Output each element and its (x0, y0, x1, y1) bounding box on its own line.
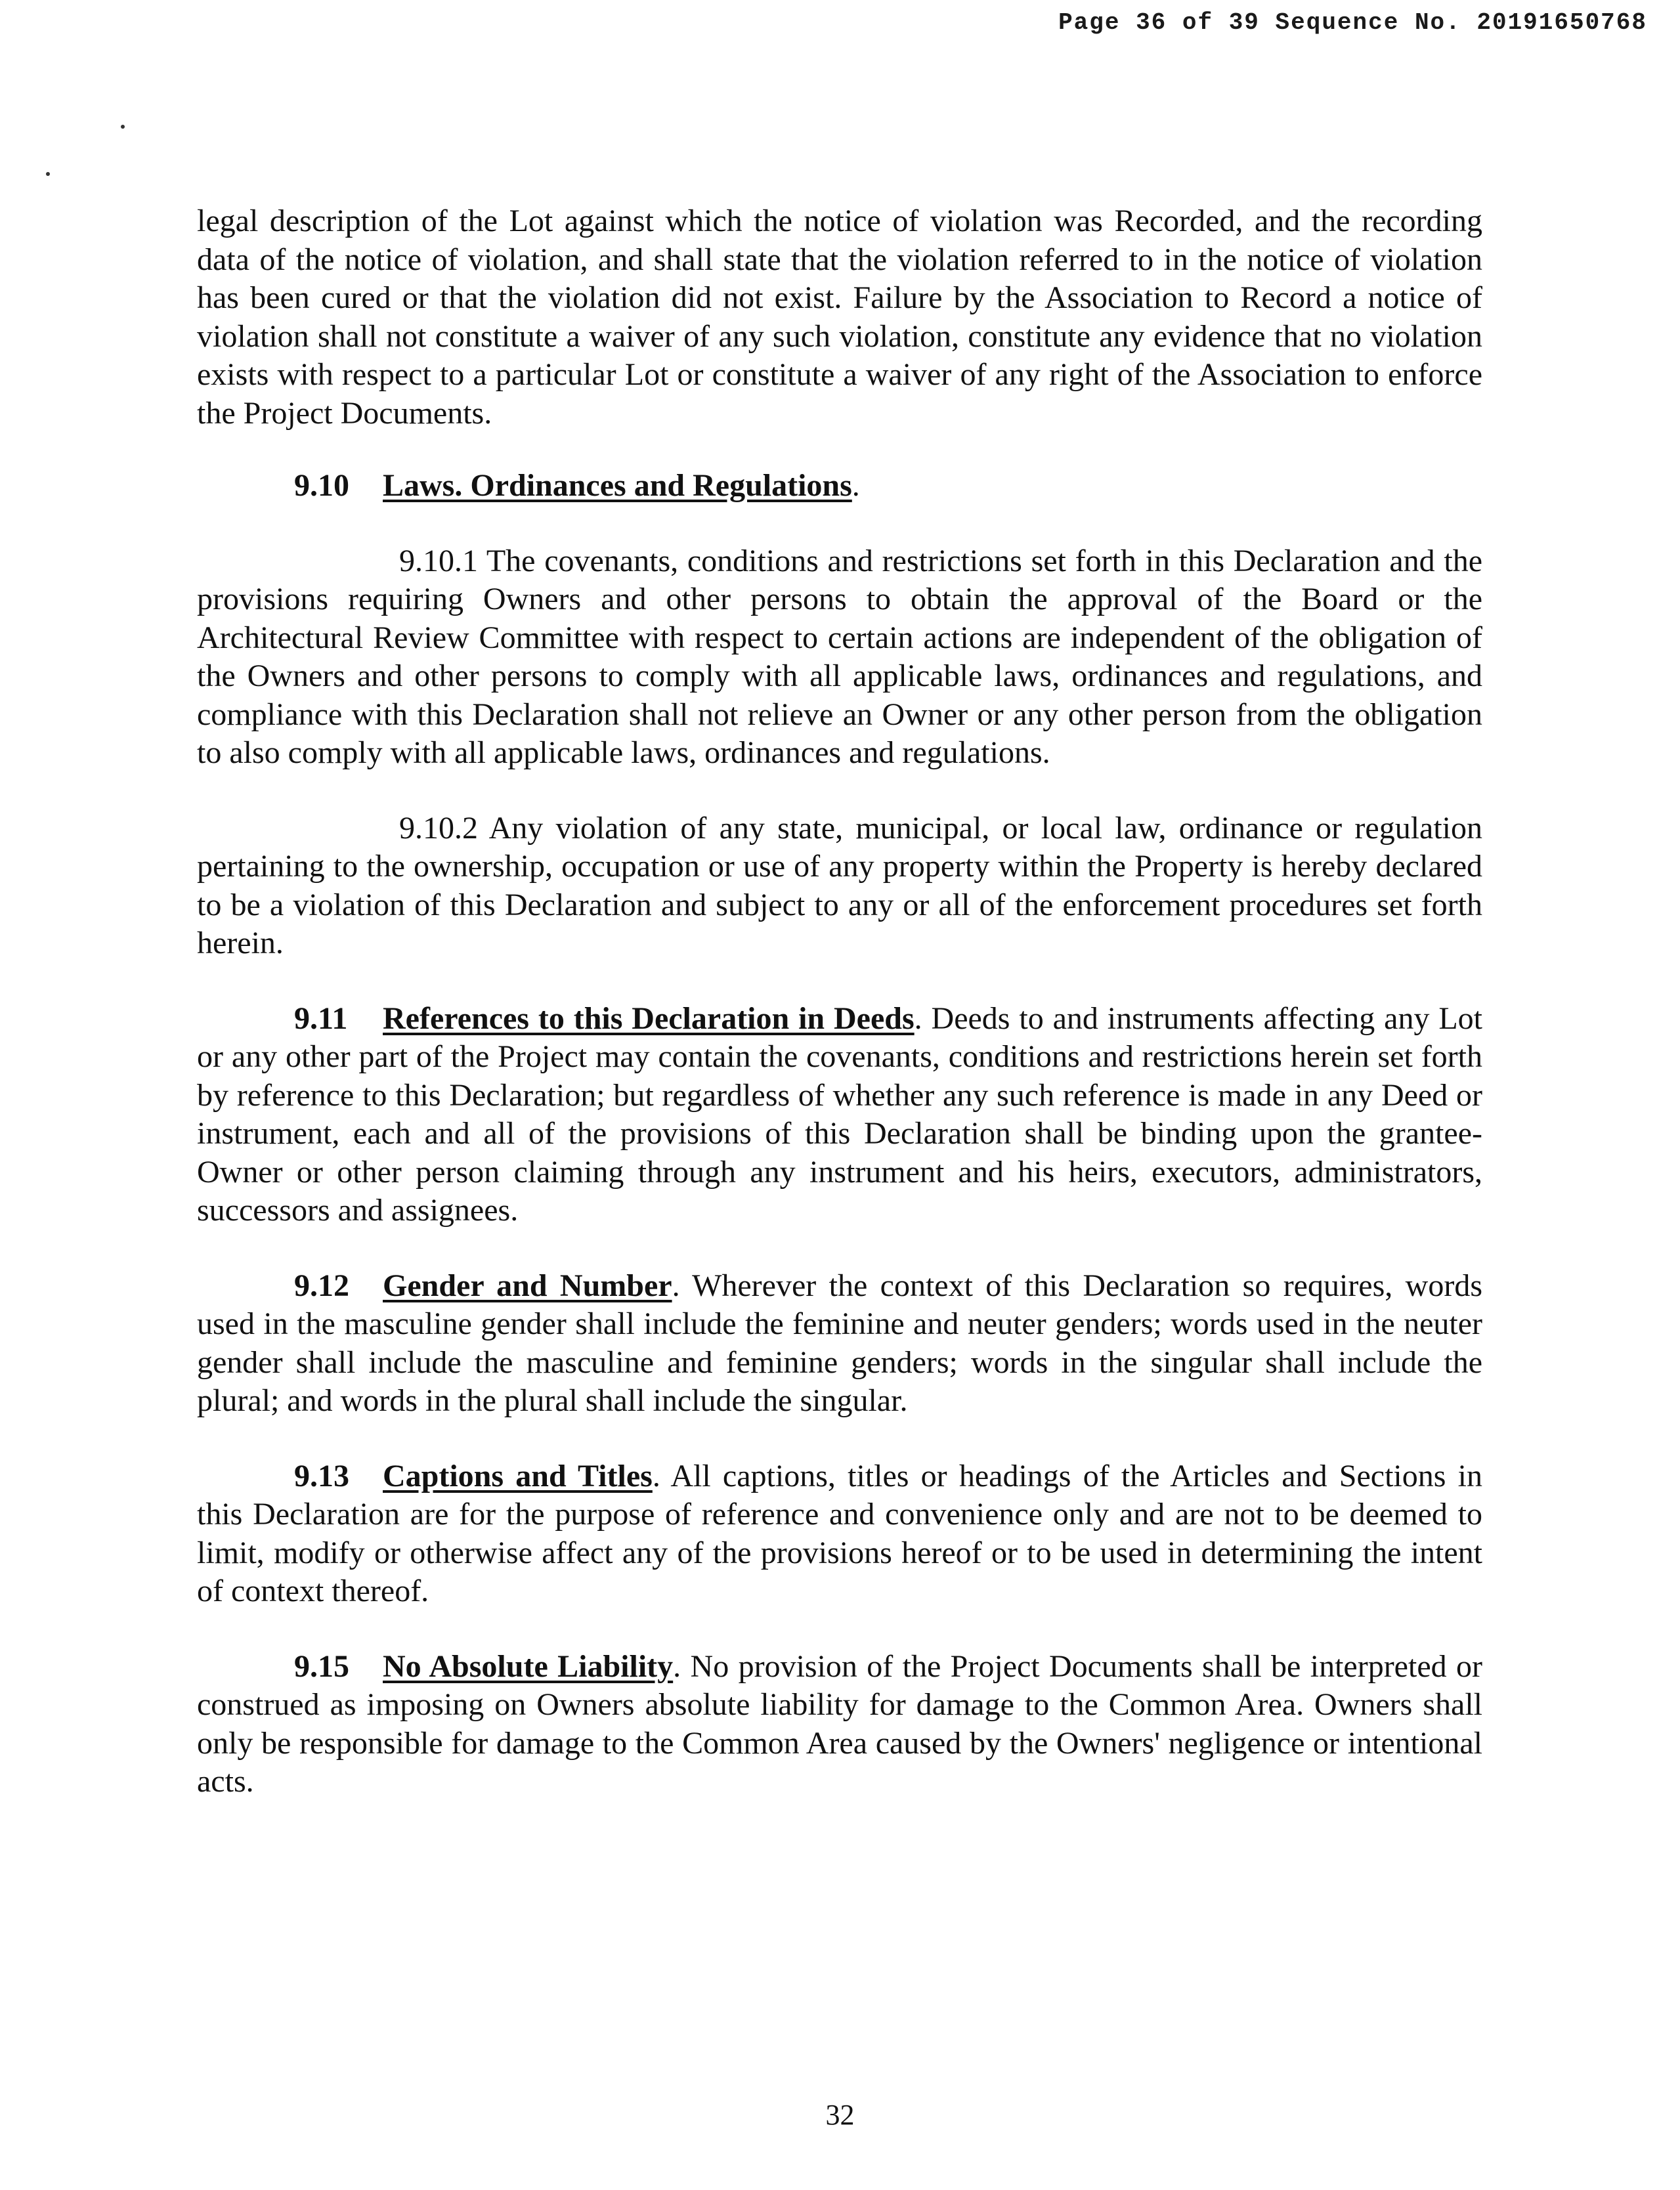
section-9-12 (197, 1267, 1482, 1421)
page-sequence-header: Page 36 of 39 Sequence No. 20191650768 (1058, 9, 1647, 36)
section-text: . No provision of the Project Documents shall be interpreted or construed as imposing on Owners absolute liability for damage to the Common Area. Owners shall only be responsible for damage to the Common Area caused by the Owners' negligence or intentional acts. (197, 1648, 1482, 1799)
section-9-13 (197, 1457, 1482, 1611)
section-title: Gender and Number (383, 1268, 672, 1303)
section-title-period: . (851, 468, 860, 503)
page-number: 32 (825, 2099, 855, 2131)
section-number: 9.11 (294, 1000, 348, 1036)
section-title: References to this Declaration in Deeds (383, 1000, 915, 1036)
section-number: 9.15 (294, 1648, 349, 1684)
section-9-10-heading (197, 467, 1482, 505)
section-9-11 (197, 1000, 1482, 1230)
scan-speck (46, 172, 50, 176)
section-title: No Absolute Liability (383, 1648, 674, 1684)
subsection-9-10-2: 9.10.2 Any violation of any state, municipal, or local law, ordinance or regulation pertaining to the ownership, occupation or use of any property within the Property is hereby declared to be a violation of this Declaration and subject to any or all of the enforcement procedures set forth herein. (197, 810, 1482, 960)
section-number: 9.10 (294, 468, 349, 503)
intro-paragraph: legal description of the Lot against which the notice of violation was Recorded, and the recording data of the notice of violation, and shall state that the violation referred to in the notice of violation has been cured or that the violation did not exist. Failure by the Association to Record a notice of violation shall not constitute a waiver of any such violation, constitute any evidence that no violation exists with respect to a particular Lot or constitute a waiver of any right of the Association to enforce the Project Documents. (197, 204, 1482, 431)
section-9-15 (197, 1648, 1482, 1801)
section-number: 9.12 (294, 1268, 349, 1303)
section-text: . Wherever the context of this Declaration so requires, words used in the masculine gender shall include the feminine and neuter genders; words used in the neuter gender shall include the masculine and feminine genders; words in the singular shall include the plural; and words in the plural shall include the singular. (197, 1268, 1482, 1418)
section-title: Captions and Titles (383, 1458, 653, 1493)
section-text: . Deeds to and instruments affecting any Lot or any other part of the Project may contain the covenants, conditions and restrictions herein set forth by reference to this Declaration; but regardless of whether any such reference is made in any Deed or instrument, each and all of the provisions of this Declaration shall be binding upon the grantee-Owner or other person claiming through any instrument and his heirs, executors, administrators, successors and assignees. (197, 1000, 1483, 1228)
section-title: Laws. Ordinances and Regulations (383, 468, 852, 503)
scan-speck (121, 125, 125, 129)
subsection-9-10-1: 9.10.1 The covenants, conditions and restrictions set forth in this Declaration and the provisions requiring Owners and other persons to obtain the approval of the Board or the Architectural Review Committee with respect to certain actions are independent of the obligation of the Owners and other persons to comply with all applicable laws, ordinances and regulations, and compliance with this Declaration shall not relieve an Owner or any other person from the obligation to also comply with all applicable laws, ordinances and regulations. (197, 543, 1482, 770)
section-text: . All captions, titles or headings of the Articles and Sections in this Declaration are for the purpose of reference and convenience only and are not to be deemed to limit, modify or otherwise affect any of the provisions hereof or to be used in determining the intent of context thereof. (197, 1458, 1482, 1608)
document-body (197, 202, 1482, 1838)
section-number: 9.13 (294, 1458, 349, 1493)
